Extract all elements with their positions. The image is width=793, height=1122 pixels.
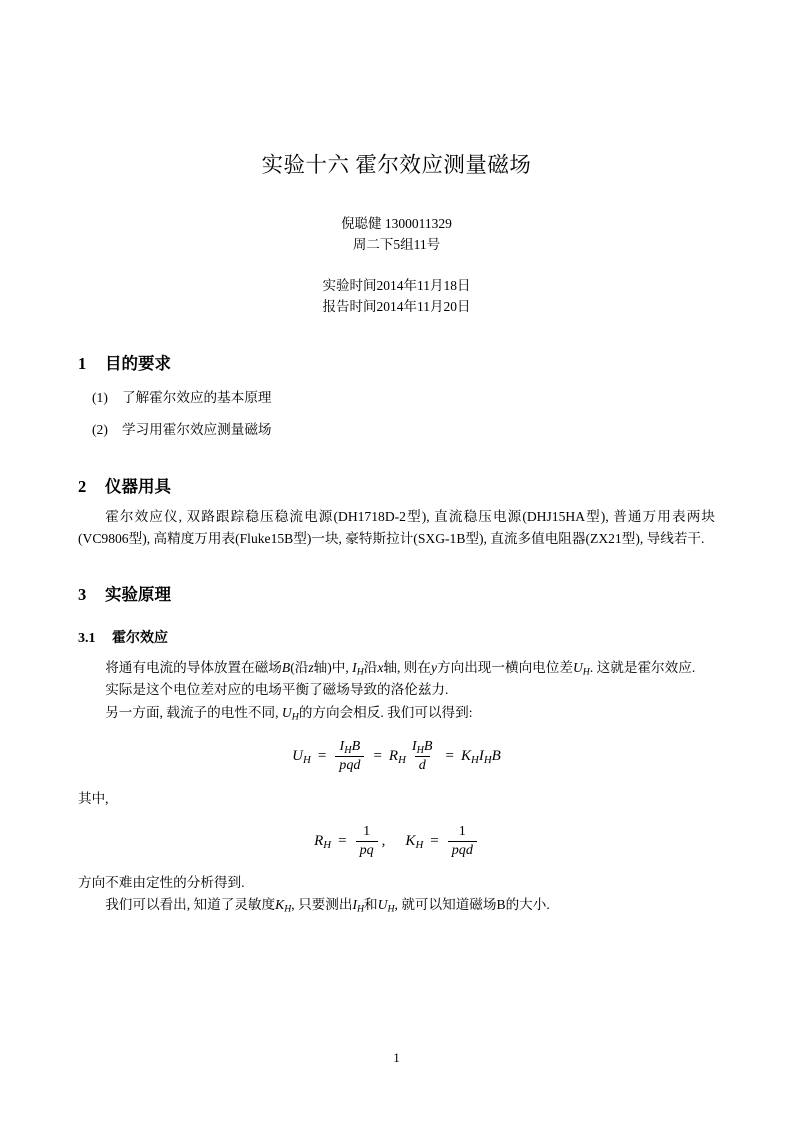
text-run: , 就可以知道磁场B的大小. xyxy=(394,897,550,913)
math-var-IH xyxy=(352,659,364,678)
math-subscript: H xyxy=(284,904,292,916)
experiment-date: 实验时间2014年11月18日 xyxy=(322,277,471,293)
eq-KH xyxy=(405,833,423,850)
eq-lhs xyxy=(292,748,311,765)
equation-row xyxy=(314,824,479,859)
fraction-denominator: pq xyxy=(356,841,378,859)
math-base: K xyxy=(461,748,472,765)
section-heading-objectives xyxy=(78,353,715,374)
section-title-3: 实验原理 xyxy=(105,585,171,605)
list-item-text: 学习用霍尔效应测量磁场 xyxy=(122,422,272,438)
eq-rhs xyxy=(461,748,501,765)
math-base: I xyxy=(352,659,357,675)
fraction-IHB-over-pqd xyxy=(335,739,364,774)
text-run: 将通有电流的导体放置在磁场 xyxy=(105,659,282,675)
eq-RH xyxy=(314,833,331,850)
fraction-1-over-pq xyxy=(356,824,378,859)
equals-sign: = xyxy=(373,748,382,765)
fraction-numerator xyxy=(408,739,437,756)
math-var-KH xyxy=(275,897,292,916)
section-title-2: 仪器用具 xyxy=(105,476,171,496)
document-page xyxy=(78,0,715,1122)
math-var-z: z xyxy=(308,659,314,675)
equals-sign: = xyxy=(338,833,347,850)
math-base: R xyxy=(314,833,324,850)
math-var-y: y xyxy=(430,659,438,675)
math-subscript: H xyxy=(415,839,424,852)
math-subscript: H xyxy=(356,904,365,916)
math-base: I xyxy=(339,738,345,755)
math-base: U xyxy=(281,704,292,720)
report-date: 报告时间2014年11月20日 xyxy=(322,298,471,314)
math-base: B xyxy=(351,738,361,755)
list-item xyxy=(78,388,715,408)
section-title-1: 目的要求 xyxy=(105,353,171,373)
math-subscript: H xyxy=(483,754,492,767)
math-subscript: H xyxy=(323,839,332,852)
objectives-list xyxy=(78,388,715,441)
class-group: 周二下5组11号 xyxy=(352,236,441,252)
math-base: U xyxy=(377,897,388,913)
list-item-text: 了解霍尔效应的基本原理 xyxy=(122,390,272,406)
eq-RH xyxy=(389,748,406,765)
text-run: 沿 xyxy=(363,659,378,675)
equation-row xyxy=(292,739,501,774)
math-base: B xyxy=(423,738,433,755)
math-base: K xyxy=(405,833,416,850)
list-item xyxy=(78,420,715,440)
math-subscript: H xyxy=(356,666,364,678)
carrier-polarity-paragraph xyxy=(78,702,715,723)
math-base: R xyxy=(388,748,399,765)
text-run: 另一方面, 载流子的电性不同, xyxy=(105,704,282,720)
subsection-number-3-1: 3.1 xyxy=(78,630,96,646)
math-var-UH xyxy=(281,704,299,723)
section-heading-principle xyxy=(78,584,715,605)
hall-definition-paragraph xyxy=(78,657,715,678)
subsection-heading-hall-effect xyxy=(78,630,715,648)
text-run: . 这就是霍尔效应. xyxy=(589,659,696,675)
page-number: 1 xyxy=(393,1050,400,1065)
direction-note-paragraph: 方向不难由定性的分析得到. xyxy=(78,874,245,890)
fraction-denominator: d xyxy=(415,756,430,774)
equals-sign: = xyxy=(445,748,454,765)
text-run: 我们可以看出, 知道了灵敏度 xyxy=(105,897,276,913)
text-run: (沿 xyxy=(290,659,309,675)
equation-separator: , xyxy=(381,833,386,850)
list-marker: (2) xyxy=(92,422,108,438)
fraction-IHB-over-d xyxy=(408,739,437,774)
math-var-B: B xyxy=(281,659,291,675)
math-subscript: H xyxy=(398,754,406,767)
equals-sign: = xyxy=(317,748,327,765)
math-var-IH xyxy=(352,897,365,916)
math-base: I xyxy=(478,748,484,765)
math-base: K xyxy=(275,897,285,913)
subsection-title-3-1: 霍尔效应 xyxy=(112,630,168,646)
fraction-numerator: 1 xyxy=(363,823,371,840)
fraction-denominator: pqd xyxy=(448,841,477,859)
text-run: 和 xyxy=(364,897,378,913)
math-subscript: H xyxy=(582,666,590,678)
section-number-1: 1 xyxy=(78,353,87,373)
fraction-1-over-pqd xyxy=(448,824,477,859)
section-number-2: 2 xyxy=(78,476,87,496)
fraction-denominator: pqd xyxy=(335,756,364,774)
math-subscript: H xyxy=(303,754,311,767)
text-run: 的方向会相反. 我们可以得到: xyxy=(298,704,473,720)
math-base: I xyxy=(352,897,357,913)
page-title: 实验十六 霍尔效应测量磁场 xyxy=(261,153,532,177)
section-heading-instruments xyxy=(78,476,715,497)
section-number-3: 3 xyxy=(78,585,87,605)
math-subscript: H xyxy=(344,745,352,757)
where-label: 其中, xyxy=(78,790,109,806)
math-subscript: H xyxy=(471,754,479,767)
author-block xyxy=(78,214,715,256)
equals-sign: = xyxy=(430,833,439,850)
math-base: U xyxy=(572,659,583,675)
math-base: U xyxy=(292,748,304,765)
conclusion-paragraph xyxy=(78,894,715,915)
math-var-UH xyxy=(377,897,395,916)
math-var-x: x xyxy=(377,659,384,675)
equation-coefficients xyxy=(78,824,715,859)
text-run: , 只要测出 xyxy=(291,897,353,913)
lorentz-balance-paragraph: 实际是这个电位差对应的电场平衡了磁场导致的洛伦兹力. xyxy=(105,682,449,698)
text-run: 方向出现一横向电位差 xyxy=(437,659,573,675)
math-var-UH xyxy=(572,659,590,678)
date-block xyxy=(78,276,715,318)
math-subscript: H xyxy=(387,904,395,916)
text-run: 轴)中, xyxy=(313,659,353,675)
list-marker: (1) xyxy=(92,390,108,406)
math-subscript: H xyxy=(291,711,299,723)
math-subscript: H xyxy=(416,745,424,757)
math-base: B xyxy=(491,748,501,765)
fraction-numerator: 1 xyxy=(458,823,466,840)
math-base: I xyxy=(411,738,417,755)
equation-hall-voltage xyxy=(78,739,715,774)
instruments-paragraph: 霍尔效应仪, 双路跟踪稳压稳流电源(DH1718D-2型), 直流稳压电源(DHJ15HA型), 普通万用表两块(VC9806型), 高精度万用表(Fluke15B型)一块, 豪特斯拉计(SXG-1B型), 直流多值电阻器(ZX21型), 导线若干. xyxy=(78,509,715,546)
author-name-id: 倪聪健 1300011329 xyxy=(341,215,452,231)
text-run: 轴, 则在 xyxy=(383,659,431,675)
fraction-numerator xyxy=(336,739,365,756)
